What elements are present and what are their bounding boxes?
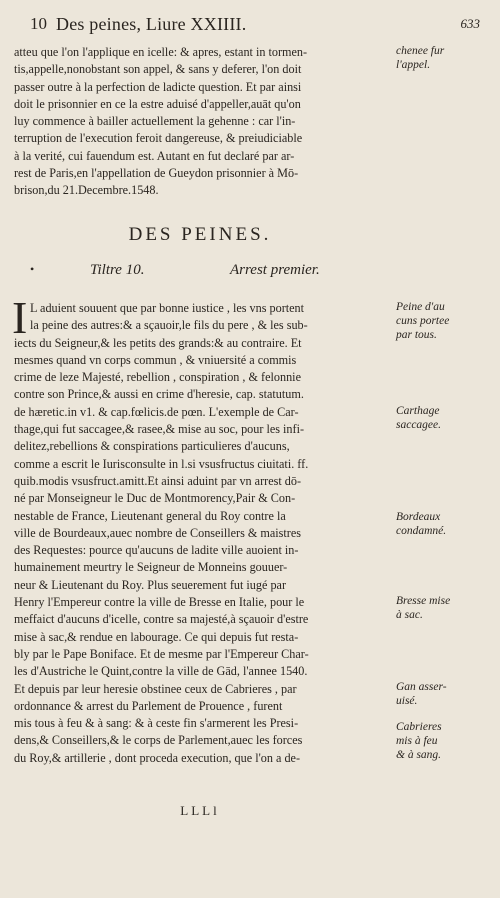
margin-line: Bresse mise	[396, 595, 451, 607]
folio-number: 633	[460, 16, 480, 31]
section-title: DES PEINES.	[128, 224, 272, 245]
text-line: iects du Seigneur,& les petits des grands:& au contraire. Et	[14, 335, 302, 350]
text-line: bly par le Pape Boniface. Et de mesme par l'Empereur Char-	[14, 646, 309, 661]
bullet-mark: •	[30, 262, 35, 276]
text-line: les d'Austriche le Quint,contre la ville de Gād, l'annee 1540.	[14, 664, 308, 679]
text-line: mis tous à feu & à sang: & à ceste fin s'armerent les Presi-	[14, 716, 299, 731]
text-line: mise à sac,& rendue en labourage. Ce qui depuis fut resta-	[14, 629, 299, 644]
text-line: brison,du 21.Decembre.1548.	[14, 183, 159, 198]
marginal-note-appeal	[396, 44, 496, 72]
margin-line: Bordeaux	[396, 511, 441, 523]
title-number: Tiltre 10.	[90, 262, 145, 278]
text-line: humainement meurtry le Seigneur de Monneins gouuer-	[14, 560, 288, 575]
text-line: quib.modis vsusfruct.amitt.Et ainsi aduint par vn arrest dō-	[14, 473, 302, 488]
text-line: tis,appelle,nonobstant son appel, & sans y deferer, l'on doit	[14, 62, 302, 77]
margin-line: Cabrieres	[396, 721, 442, 733]
text-line: né par Monseigneur le Duc de Montmorency,Pair & Con-	[14, 491, 296, 506]
marginal-note	[396, 720, 496, 762]
text-line: passer outre à la perfection de ladicte question. Et par ainsi	[14, 79, 302, 94]
text-line: terruption de l'execution feroit dangereuse, & preiudiciable	[14, 131, 303, 146]
marginal-note	[396, 594, 496, 622]
text-line: mesmes quand vn corps commun , & vniuersité a commis	[14, 352, 297, 367]
marginal-note	[396, 300, 496, 342]
text-line: luy commence à bailler actuellement la gehenne : car l'in-	[14, 114, 296, 129]
marginal-note	[396, 680, 496, 708]
margin-line: cuns portee	[396, 315, 450, 327]
margin-line: Gan asser-	[396, 681, 447, 693]
paragraph-continuation	[14, 44, 390, 200]
text-line: thage,qui fut saccagee,& rasee,& mise au soc, pour les infi-	[14, 422, 305, 437]
text-line: ordonnance & arrest du Parlement de Prouence , furent	[14, 698, 283, 713]
signature-mark: LLLl	[180, 803, 220, 818]
text-line: comme a escrit le Iurisconsulte in l.si vsusfructus ciuitati. ff.	[14, 456, 309, 471]
marginal-note	[396, 404, 496, 432]
text-line: du Roy,& artillerie , dont proceda execution, que l'on a de-	[14, 750, 301, 765]
page-header	[30, 14, 480, 38]
running-title: Des peines, Liure XXIIII.	[56, 14, 247, 34]
text-line: delitez,rebellions & conspirations particulieres d'aucuns,	[14, 439, 290, 454]
margin-line: chenee fur	[396, 45, 445, 57]
text-line: rest de Paris,en l'appellation de Gueydon prisonnier à Mō-	[14, 166, 299, 181]
margin-line: mis à feu	[396, 735, 438, 747]
text-line: crime de leze Majesté, rebellion , conspiration , & felonnie	[14, 370, 301, 385]
margin-line: l'appel.	[396, 59, 431, 71]
main-paragraph	[12, 292, 390, 767]
text-line: la peine des autres:& a sçauoir,le fils du pere , & les sub-	[30, 318, 308, 333]
arrest-heading: Arrest premier.	[230, 262, 320, 278]
margin-line: & à sang.	[396, 749, 442, 761]
margin-line: Peine d'au	[396, 301, 445, 313]
text-line: nestable de France, Lieutenant general du Roy contre la	[14, 508, 286, 523]
text-line: à la verité, cui fauendum est. Autant en fut declaré par ar-	[14, 148, 295, 163]
margin-line: par tous.	[396, 329, 437, 341]
text-line: dens,& Conseillers,& le corps de Parlement,auec les forces	[14, 733, 303, 748]
text-line: de hæretic.in v1. & cap.fœlicis.de pœn. L'exemple de Car-	[14, 404, 299, 419]
text-line: Henry l'Empereur contre la ville de Bresse en Italie, pour le	[14, 595, 305, 610]
page-number: 10	[30, 14, 47, 33]
margin-line: à sac.	[396, 609, 423, 621]
margin-line: uisé.	[396, 695, 418, 707]
text-line: contre son Prince,& aussi en crime d'heresie, cap. statutum.	[14, 387, 304, 402]
text-line: doit le prisonnier en ce la estre aduisé d'appeller,auāt qu'on	[14, 96, 301, 111]
marginal-note	[396, 510, 496, 538]
text-line: Et depuis par leur heresie obstinee ceux de Cabrieres , par	[14, 681, 297, 696]
text-line: neur & Lieutenant du Roy. Plus seuerement fut iugé par	[14, 577, 287, 592]
text-line: L aduient souuent que par bonne iustice , les vns portent	[30, 301, 305, 315]
text-line: des Requestes: pource qu'aucuns de ladite ville auoient in-	[14, 543, 299, 558]
margin-line: saccagee.	[396, 419, 442, 431]
text-line: meffaict d'aucuns d'icelle, contre sa majesté,à sçauoir d'estre	[14, 612, 309, 627]
text-line: ville de Bourdeaux,auec nombre de Conseillers & maistres	[14, 525, 302, 540]
margin-line: Carthage	[396, 405, 440, 417]
text-line: atteu que l'on l'applique en icelle: & apres, estant in tormen-	[14, 45, 308, 59]
margin-line: condamné.	[396, 525, 447, 537]
drop-capital: I	[12, 292, 28, 343]
